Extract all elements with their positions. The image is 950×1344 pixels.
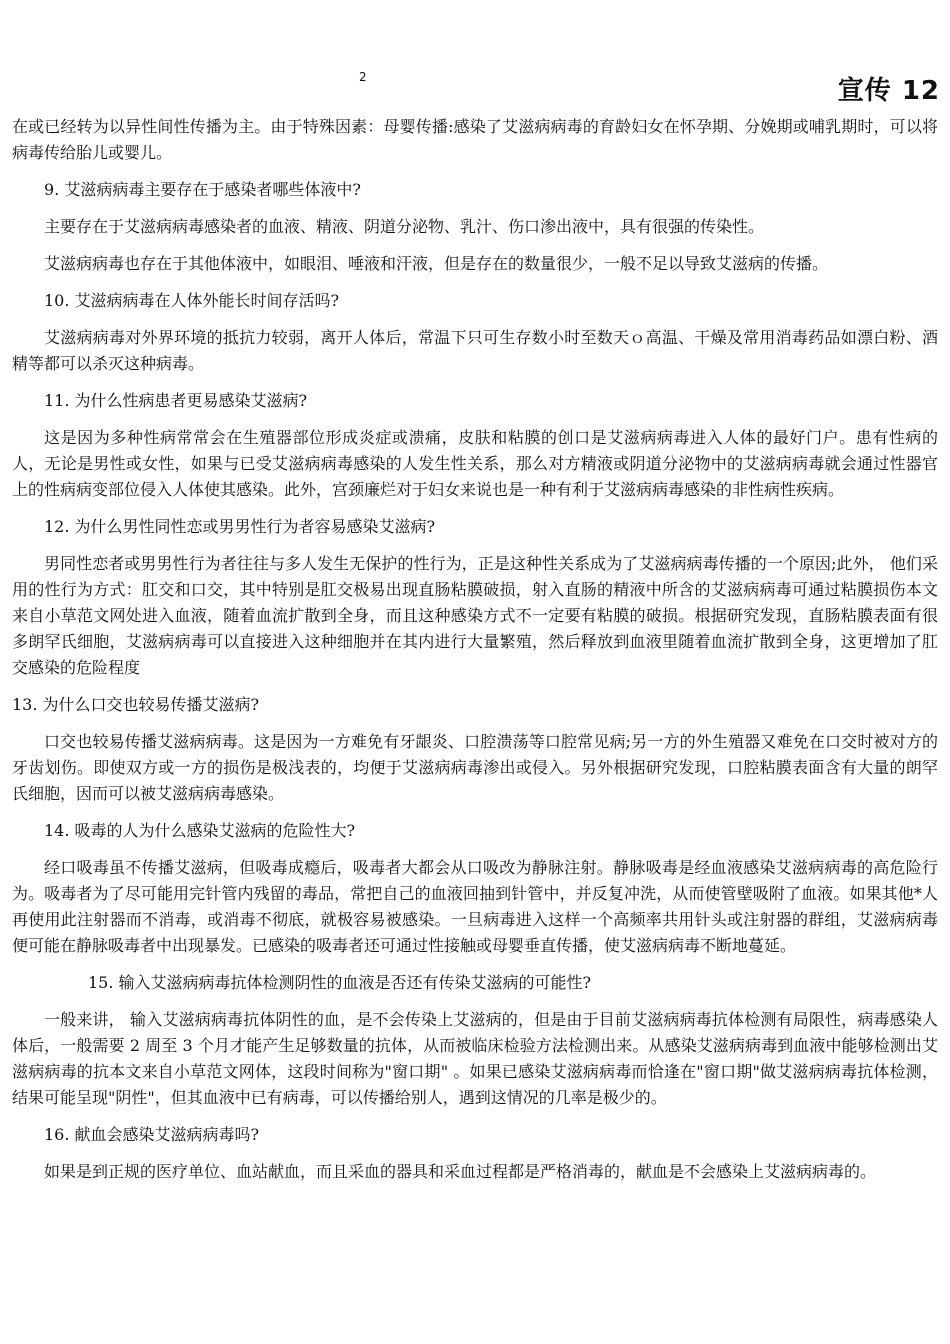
paragraph: 艾滋病病毒也存在于其他体液中，如眼泪、唾液和汗液，但是存在的数量很少，一般不足以导致艾滋病的传播。 [44,254,829,273]
paragraph: 男同性恋者或男男性行为者往往与多人发生无保护的性行为，正是这种性关系成为了艾滋病病毒传播的一个原因;此外， 他们采用的性行为方式：肛交和口交，其中特别是肛交极易出现直肠粘膜破损，射入直肠的精液中所含的艾滋病病毒可通过粘膜损伤本文来自小草范文网处进入血液，随着血流扩散到全身，而且这种感染方式不一定要有粘膜的破损。根据研究发现，直肠粘膜表面有很多朗罕氏细胞，艾滋病病毒可以直接进入这种细胞并在其内进行大量繁殖，然后释放到血液里随着血流扩散到全身，这更增加了肛交感染的危险程度 [12,554,938,677]
question-heading: 10. 艾滋病病毒在人体外能长时间存活吗? [44,291,340,310]
paragraph: 一般来讲， 输入艾滋病病毒抗体阴性的血，是不会传染上艾滋病的，但是由于目前艾滋病病毒抗体检测有局限性，病毒感染人体后，一般需要 2 周至 3 个月才能产生足够数量的抗体，从而被临床检验方法检测出来。从感染艾滋病病毒到血液中能够检测出艾滋病病毒的抗本文来自小草范文网体，这段时间称为"窗口期" 。如果已感染艾滋病病毒而恰逢在"窗口期"做艾滋病病毒抗体检测，结果可能呈现"阴性"，但其血液中已有病毒，可以传播给别人，遇到这情况的几率是极少的。 [12,1010,938,1107]
question-heading: 16. 献血会感染艾滋病病毒吗? [44,1125,260,1144]
question-heading: 11. 为什么性病患者更易感染艾滋病? [44,391,308,410]
page-number: 2 [359,70,367,84]
paragraph: 经口吸毒虽不传播艾滋病，但吸毒成瘾后，吸毒者大都会从口吸改为静脉注射。静脉吸毒是经血液感染艾滋病病毒的高危险行为。吸毒者为了尽可能用完针管内残留的毒品，常把自己的血液回抽到针管中，并反复冲洗，从而使管壁吸附了血液。如果其他*人再使用此注射器而不消毒，或消毒不彻底，就极容易被感染。一旦病毒进入这样一个高频率共用针头或注射器的群组，艾滋病病毒便可能在静脉吸毒者中出现暴发。已感染的吸毒者还可通过性接触或母婴垂直传播，使艾滋病病毒不断地蔓延。 [12,858,938,955]
paragraph: 主要存在于艾滋病病毒感染者的血液、精液、阴道分泌物、乳汁、伤口渗出液中，具有很强的传染性。 [44,217,765,236]
question-heading: 15. 输入艾滋病病毒抗体检测阴性的血液是否还有传染艾滋病的可能性? [88,973,592,992]
paragraph: 在或已经转为以异性间性传播为主。由于特殊因素：母婴传播:感染了艾滋病病毒的育龄妇女在怀孕期、分娩期或哺乳期时，可以将病毒传给胎儿或婴儿。 [12,117,938,162]
header-title: 宣传 12 [837,76,940,106]
question-heading: 14. 吸毒的人为什么感染艾滋病的危险性大? [44,821,356,840]
paragraph: 这是因为多种性病常常会在生殖器部位形成炎症或溃痛，皮肤和粘膜的创口是艾滋病病毒进入人体的最好门户。患有性病的人，无论是男性或女性，如果与已受艾滋病病毒感染的人发生性关系，那么对方精液或阴道分泌物中的艾滋病病毒就会通过性器官上的性病病变部位侵入人体使其感染。此外，宫颈廉烂对于妇女来说也是一种有利于艾滋病病毒感染的非性病性疾病。 [12,428,938,499]
question-heading: 12. 为什么男性同性恋或男男性行为者容易感染艾滋病? [44,517,436,536]
question-heading: 13. 为什么口交也较易传播艾滋病? [12,695,260,714]
question-heading: 9. 艾滋病病毒主要存在于感染者哪些体液中? [44,180,361,199]
document-body [12,114,938,1196]
paragraph: 艾滋病病毒对外界环境的抵抗力较弱，离开人体后，常温下只可生存数小时至数天ｏ高温、干燥及常用消毒药品如漂白粉、酒精等都可以杀灭这种病毒。 [12,328,938,373]
paragraph: 口交也较易传播艾滋病病毒。这是因为一方难免有牙龈炎、口腔溃荡等口腔常见病;另一方的外生殖器又难免在口交时被对方的牙齿划伤。即使双方或一方的损伤是极浅表的，均便于艾滋病病毒渗出或侵入。另外根据研究发现，口腔粘膜表面含有大量的朗罕氏细胞，因而可以被艾滋病病毒感染。 [12,732,938,803]
paragraph: 如果是到正规的医疗单位、血站献血，而且采血的器具和采血过程都是严格消毒的，献血是不会感染上艾滋病病毒的。 [44,1162,877,1181]
